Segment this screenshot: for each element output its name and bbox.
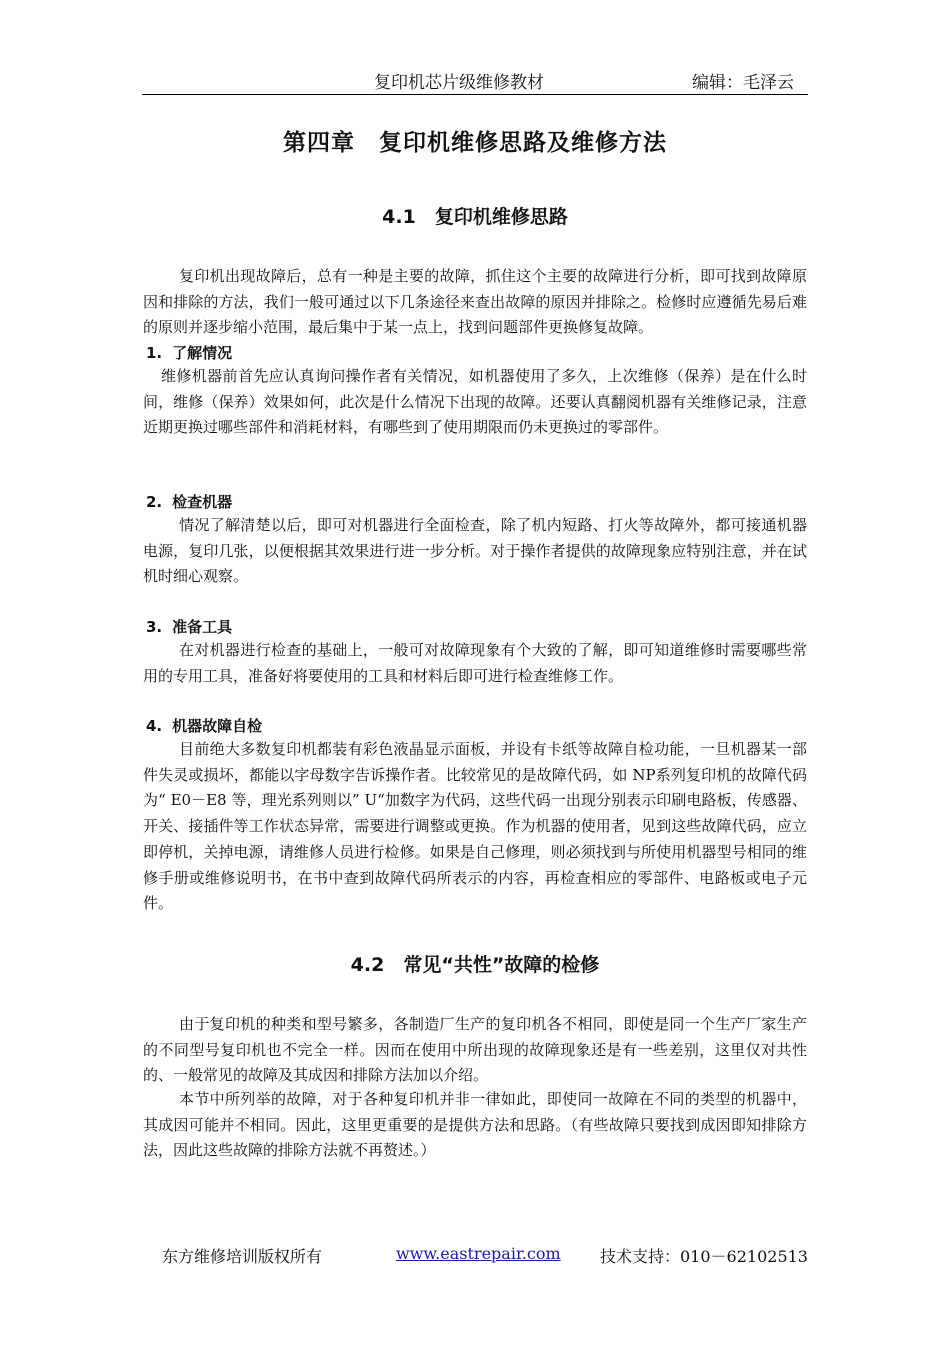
paragraph-4: 目前绝大多数复印机都装有彩色液晶显示面板，并设有卡纸等故障自检功能，一旦机器某一部件失灵或损坏，都能以字母数字告诉操作者。比较常见的是故障代码，如 NP系列复印机的故障代码为“ E0－E8 等，理光系列则以” U“加数字为代码，这些代码一出现分别表示印刷电路板，传感器、开关、接插件等工作状态异常，需要进行调整或更换。作为机器的使用者，见到这些故障代码，应立即停机，关掉电源，请维修人员进行检修。如果是自己修理，则必须找到与所使用机器型号相同的维修手册或维修说明书，在书中查到故障代码所表示的内容，再检查相应的零部件、电路板或电子元件。 — [143, 740, 807, 913]
subheading-text: 机器故障自检 — [172, 717, 263, 735]
subheading-text: 了解情况 — [172, 344, 233, 362]
subheading-number: 2. — [146, 493, 163, 511]
footer-website-link[interactable]: www.eastrepair.com — [396, 1244, 561, 1263]
footer-support: 技术支持：010－62102513 — [600, 1247, 808, 1266]
subheading-4 — [146, 715, 262, 736]
subheading-text: 检查机器 — [172, 493, 233, 511]
paragraph-2: 情况了解清楚以后，即可对机器进行全面检查，除了机内短路、打火等故障外，都可接通机器电源，复印几张，以便根据其效果进行进一步分析。对于操作者提供的故障现象应特别注意，并在试机时细心观察。 — [143, 516, 807, 586]
header-editor: 编辑：毛泽云 — [692, 73, 794, 93]
paragraph-3: 在对机器进行检查的基础上，一般可对故障现象有个大致的了解，即可知道维修时需要哪些常用的专用工具，准备好将要使用的工具和材料后即可进行检查维修工作。 — [143, 641, 807, 685]
subheading-number: 1. — [146, 344, 163, 362]
subheading-text: 准备工具 — [172, 618, 233, 636]
section-4-2-paragraph-2: 本节中所列举的故障，对于各种复印机并非一律如此，即使同一故障在不同的类型的机器中，其成因可能并不相同。因此，这里更重要的是提供方法和思路。（有些故障只要找到成因即知排除方法，因此这些故障的排除方法就不再赘述。） — [143, 1090, 807, 1160]
running-header — [142, 66, 808, 95]
paragraph-1: 维修机器前首先应认真询问操作者有关情况，如机器使用了多久，上次维修（保养）是在什么时间，维修（保养）效果如何，此次是什么情况下出现的故障。还要认真翻阅机器有关维修记录，注意近期更换过哪些部件和消耗材料，有哪些到了使用期限而仍未更换过的零部件。 — [143, 367, 807, 437]
subheading-2 — [146, 491, 232, 512]
subheading-number: 3. — [146, 618, 163, 636]
subheading-3 — [146, 616, 232, 637]
page-footer — [0, 1244, 950, 1268]
footer-copyright: 东方维修培训版权所有 — [162, 1247, 323, 1266]
header-title: 复印机芯片级维修教材 — [374, 73, 544, 93]
section-4-1-title: 4.1 复印机维修思路 — [382, 206, 568, 228]
subheading-number: 4. — [146, 717, 163, 735]
subheading-1 — [146, 342, 232, 363]
section-4-2-title: 4.2 常见“共性”故障的检修 — [350, 954, 600, 976]
chapter-title: 第四章 复印机维修思路及维修方法 — [283, 130, 667, 156]
section-4-1-intro: 复印机出现故障后，总有一种是主要的故障，抓住这个主要的故障进行分析，即可找到故障原因和排除的方法，我们一般可通过以下几条途径来查出故障的原因并排除之。检修时应遵循先易后难的原则并逐步缩小范围，最后集中于某一点上，找到问题部件更换修复故障。 — [143, 267, 807, 337]
section-4-2-paragraph-1: 由于复印机的种类和型号繁多，各制造厂生产的复印机各不相同，即使是同一个生产厂家生产的不同型号复印机也不完全一样。因而在使用中所出现的故障现象还是有一些差别，这里仅对共性的、一般常见的故障及其成因和排除方法加以介绍。 — [143, 1015, 807, 1085]
